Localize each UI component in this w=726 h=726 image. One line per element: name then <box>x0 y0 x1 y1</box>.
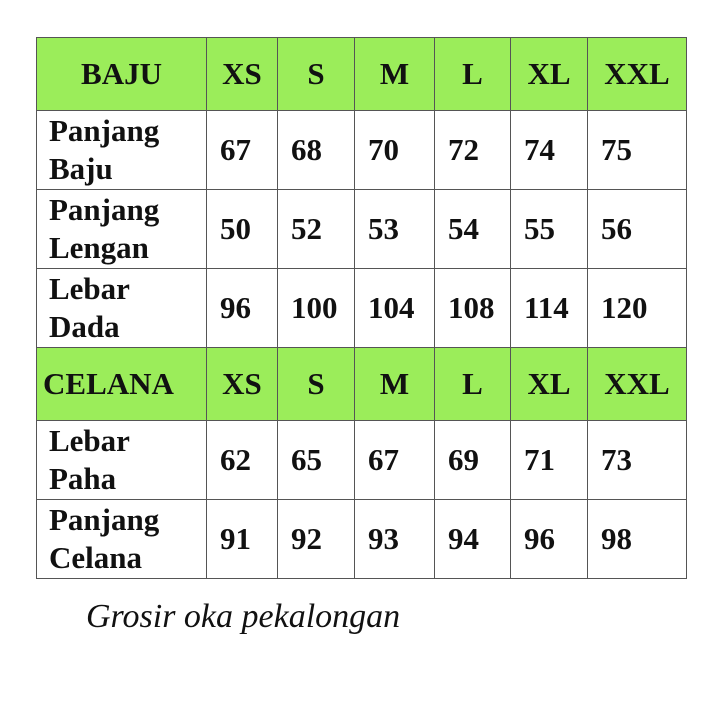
baju-header-row <box>37 38 687 111</box>
size-s: S <box>278 38 355 111</box>
footer-caption: Grosir oka pekalongan <box>86 598 401 635</box>
cell-value: 98 <box>588 500 687 579</box>
size-l: L <box>435 348 511 421</box>
row-label-line2: Dada <box>49 309 120 344</box>
cell-value: 53 <box>355 190 435 269</box>
row-label <box>37 190 207 269</box>
cell-value: 120 <box>588 269 687 348</box>
cell-value: 52 <box>278 190 355 269</box>
size-xl: XL <box>511 38 588 111</box>
cell-value: 68 <box>278 111 355 190</box>
cell-value: 96 <box>511 500 588 579</box>
size-l: L <box>435 38 511 111</box>
size-m: M <box>355 38 435 111</box>
row-label-line2: Baju <box>49 151 113 186</box>
table-row <box>37 190 687 269</box>
cell-value: 56 <box>588 190 687 269</box>
row-label-line1: Panjang <box>49 113 160 148</box>
cell-value: 71 <box>511 421 588 500</box>
cell-value: 73 <box>588 421 687 500</box>
cell-value: 92 <box>278 500 355 579</box>
row-label <box>37 421 207 500</box>
table-row <box>37 269 687 348</box>
cell-value: 54 <box>435 190 511 269</box>
cell-value: 50 <box>207 190 278 269</box>
size-xxl: XXL <box>588 38 687 111</box>
cell-value: 100 <box>278 269 355 348</box>
size-xs: XS <box>207 38 278 111</box>
size-m: M <box>355 348 435 421</box>
size-chart-table <box>36 37 687 579</box>
cell-value: 72 <box>435 111 511 190</box>
row-label <box>37 269 207 348</box>
cell-value: 62 <box>207 421 278 500</box>
row-label-line1: Lebar <box>49 271 130 306</box>
cell-value: 91 <box>207 500 278 579</box>
size-xxl: XXL <box>588 348 687 421</box>
row-label <box>37 500 207 579</box>
table-row <box>37 500 687 579</box>
size-xl: XL <box>511 348 588 421</box>
cell-value: 67 <box>207 111 278 190</box>
row-label-line1: Panjang <box>49 192 160 227</box>
size-s: S <box>278 348 355 421</box>
row-label-line1: Lebar <box>49 423 130 458</box>
baju-header: BAJU <box>37 38 207 111</box>
cell-value: 94 <box>435 500 511 579</box>
celana-header: CELANA <box>37 348 207 421</box>
cell-value: 93 <box>355 500 435 579</box>
cell-value: 104 <box>355 269 435 348</box>
cell-value: 55 <box>511 190 588 269</box>
cell-value: 70 <box>355 111 435 190</box>
row-label-line2: Celana <box>49 540 142 575</box>
row-label-line2: Paha <box>49 461 117 496</box>
cell-value: 74 <box>511 111 588 190</box>
cell-value: 67 <box>355 421 435 500</box>
row-label-line1: Panjang <box>49 502 160 537</box>
celana-header-row <box>37 348 687 421</box>
table-row <box>37 421 687 500</box>
table-row <box>37 111 687 190</box>
cell-value: 69 <box>435 421 511 500</box>
cell-value: 75 <box>588 111 687 190</box>
cell-value: 65 <box>278 421 355 500</box>
row-label-line2: Lengan <box>49 230 149 265</box>
size-xs: XS <box>207 348 278 421</box>
row-label <box>37 111 207 190</box>
cell-value: 108 <box>435 269 511 348</box>
cell-value: 96 <box>207 269 278 348</box>
cell-value: 114 <box>511 269 588 348</box>
